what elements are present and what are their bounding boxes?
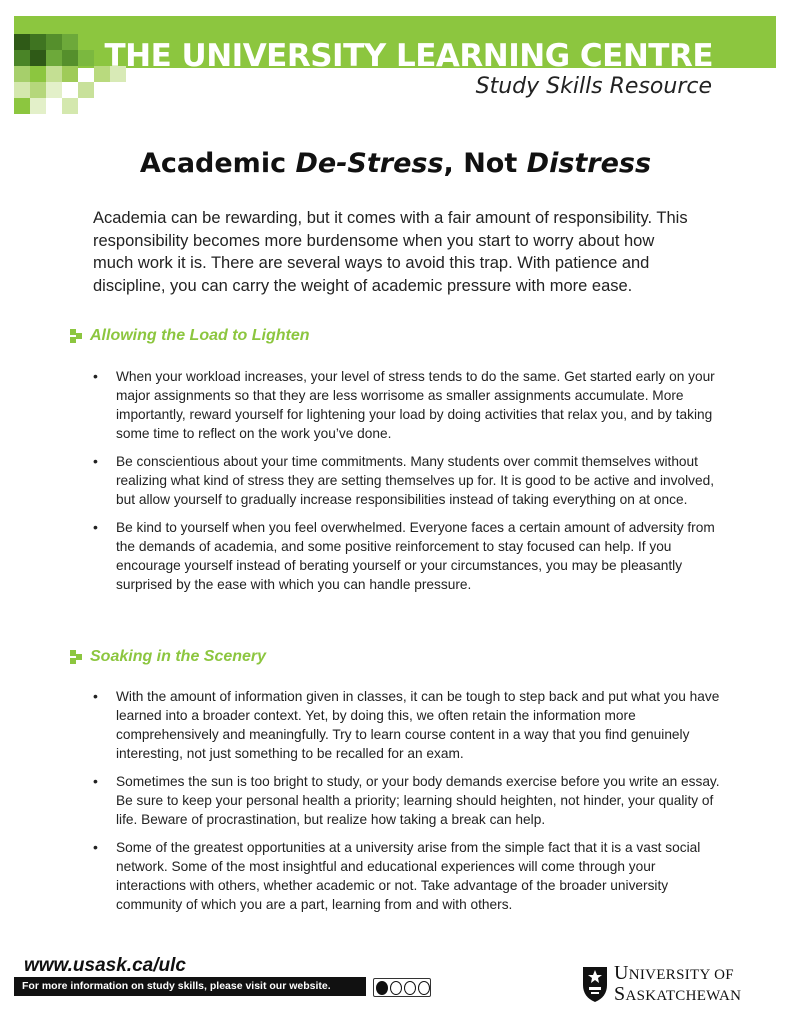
university-crest-icon — [581, 963, 609, 1003]
cc-by-icon — [390, 981, 402, 995]
centre-title: THE UNIVERSITY LEARNING CENTRE — [104, 38, 713, 74]
list-item: • With the amount of information given in classes, it can be tough to step back and put what you have learned into a broader context. Yet, by doing this, we often retain the information more comprehensively and meaningfully. Try to learn course content in a way that you find genuinely interesting, not just something to be recalled for an exam. — [93, 687, 723, 763]
resource-subtitle: Study Skills Resource — [475, 74, 712, 99]
university-wordmark: UNIVERSITY OF SASKATCHEWAN — [614, 962, 742, 1005]
list-item: • When your workload increases, your level of stress tends to do the same. Get started early on your major assignments so that they are less worrisome as smaller assignments accumulate. More importantly, reward yourself for lightening your load by doing activities that relax you, and by taking some time to reflect on the work you’ve done. — [93, 367, 723, 443]
section-heading-scenery: Soaking in the Scenery — [70, 648, 266, 666]
list-item: • Be kind to yourself when you feel overwhelmed. Everyone faces a certain amount of adversity from the demands of academia, and some positive reinforcement to stay focused can help. If you encourage yourself instead of berating yourself or your circumstances, you may be pleasantly surprised by the ease with which you can handle pressure. — [93, 518, 723, 594]
section-list-load — [93, 367, 723, 603]
header-top-bar — [14, 16, 776, 34]
list-item: • Sometimes the sun is too bright to study, or your body demands exercise before you write an essay. Be sure to keep your personal health a priority; learning should heighten, not hinder, your quality of life. Beware of procrastination, but realize how taking a break can help. — [93, 772, 723, 829]
cc-icon — [376, 981, 388, 995]
header-banner — [0, 0, 791, 120]
cc-nc-icon — [404, 981, 416, 995]
section-heading-load: Allowing the Load to Lighten — [70, 327, 310, 345]
intro-paragraph: Academia can be rewarding, but it comes with a fair amount of responsibility. This responsibility becomes more burdensome when you start to worry about how much work it is. There are several ways to avoid this trap. With patience and discipline, you can carry the weight of academic pressure with more ease. — [93, 209, 688, 295]
creative-commons-badge-icon — [373, 978, 431, 997]
section-list-scenery — [93, 687, 723, 923]
list-item: • Some of the greatest opportunities at a university arise from the simple fact that it is a vast social network. Some of the most insightful and educational experiences will come through your interactions with others, whether academic or not. Take advantage of the broader university community of which you are a part, learning from and with others. — [93, 838, 723, 914]
footer-note: For more information on study skills, please visit our website. — [14, 977, 366, 996]
green-square-bullet-icon — [70, 650, 82, 664]
document-title: Academic De-Stress, Not Distress — [139, 148, 652, 179]
website-link[interactable]: www.usask.ca/ulc — [24, 955, 186, 976]
green-square-bullet-icon — [70, 329, 82, 343]
list-item: • Be conscientious about your time commitments. Many students over commit themselves without realizing what kind of stress they are setting themselves up for. It is good to be active and involved, but allow yourself to gradually increase responsibilities instead of taking everything on at once. — [93, 452, 723, 509]
cc-sa-icon — [418, 981, 430, 995]
